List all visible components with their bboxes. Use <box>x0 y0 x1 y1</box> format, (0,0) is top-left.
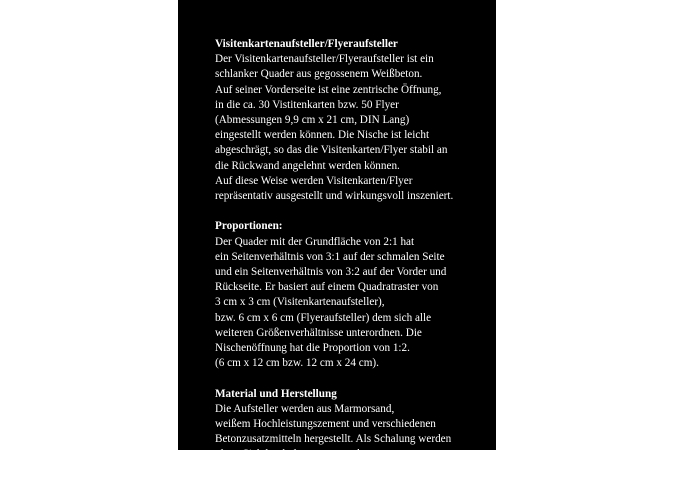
text-line: Die spezielle Betonrezeptur, die Qualität der Schalung <box>215 463 459 476</box>
text-line: (Abmessungen 9,9 cm x 21 cm, DIN Lang) <box>215 114 410 127</box>
text-line: Der Quader mit der Grundfläche von 2:1 hat <box>215 235 415 248</box>
text-line: Die Aufsteller werden aus Marmorsand, <box>215 402 395 415</box>
text-line: Betonzusatzmitteln hergestellt. Als Schalung werden <box>215 433 452 446</box>
text-line: die Rückwand angelehnt werden können. <box>215 159 400 172</box>
text-line: repräsentativ ausgestellt und wirkungsvoll inszeniert. <box>215 190 454 203</box>
text-line: Auf seiner Vorderseite ist eine zentrische Öffnung, <box>215 83 442 96</box>
section-proportionen <box>215 219 491 371</box>
text-line: Rückseite. Er basiert auf einem Quadratraster von <box>215 281 439 294</box>
text-line: ein Seitenverhältnis von 3:1 auf der schmalen Seite <box>215 250 445 263</box>
text-line: Der Visitenkartenaufsteller/Flyeraufsteller ist ein <box>215 53 434 66</box>
text-line: weiteren Größenverhältnisse unterordnen. Die <box>215 326 422 339</box>
section-heading: Visitenkartenaufsteller/Flyeraufsteller <box>215 38 398 50</box>
text-line: Nischenöffnung hat die Proportion von 1:2. <box>215 342 410 355</box>
text-line: eingestellt werden können. Die Nische ist leicht <box>215 129 430 142</box>
text-line: bzw. 6 cm x 6 cm (Flyeraufsteller) dem sich alle <box>215 311 432 324</box>
text-line: Auf diese Weise werden Visitenkarten/Flyer <box>215 174 413 187</box>
text-line: und ein Seitenverhältnis von 3:2 auf der Vorder und <box>215 266 447 279</box>
text-block <box>215 37 491 493</box>
text-line: schlanker Quader aus gegossenem Weißbeton. <box>215 68 423 81</box>
text-line: abgeschrägt, so das die Visitenkarten/Flyer stabil an <box>215 144 448 157</box>
text-line: (6 cm x 12 cm bzw. 12 cm x 24 cm). <box>215 357 379 370</box>
document-page <box>178 0 496 476</box>
section-visitenkartenaufsteller <box>215 37 491 204</box>
section-material-herstellung <box>215 387 491 478</box>
section-heading: Material und Herstellung <box>215 387 337 400</box>
section-heading: Proportionen: <box>215 220 283 233</box>
text-line: weißem Hochleistungszement und verschiedenen <box>215 418 436 431</box>
text-line: in die ca. 30 Vistitenkarten bzw. 50 Flyer <box>215 98 399 111</box>
text-line: 3 cm x 3 cm (Visitenkartenaufsteller), <box>215 296 385 309</box>
text-line: glatte Siebdruckplatten verwendet. <box>215 448 371 461</box>
